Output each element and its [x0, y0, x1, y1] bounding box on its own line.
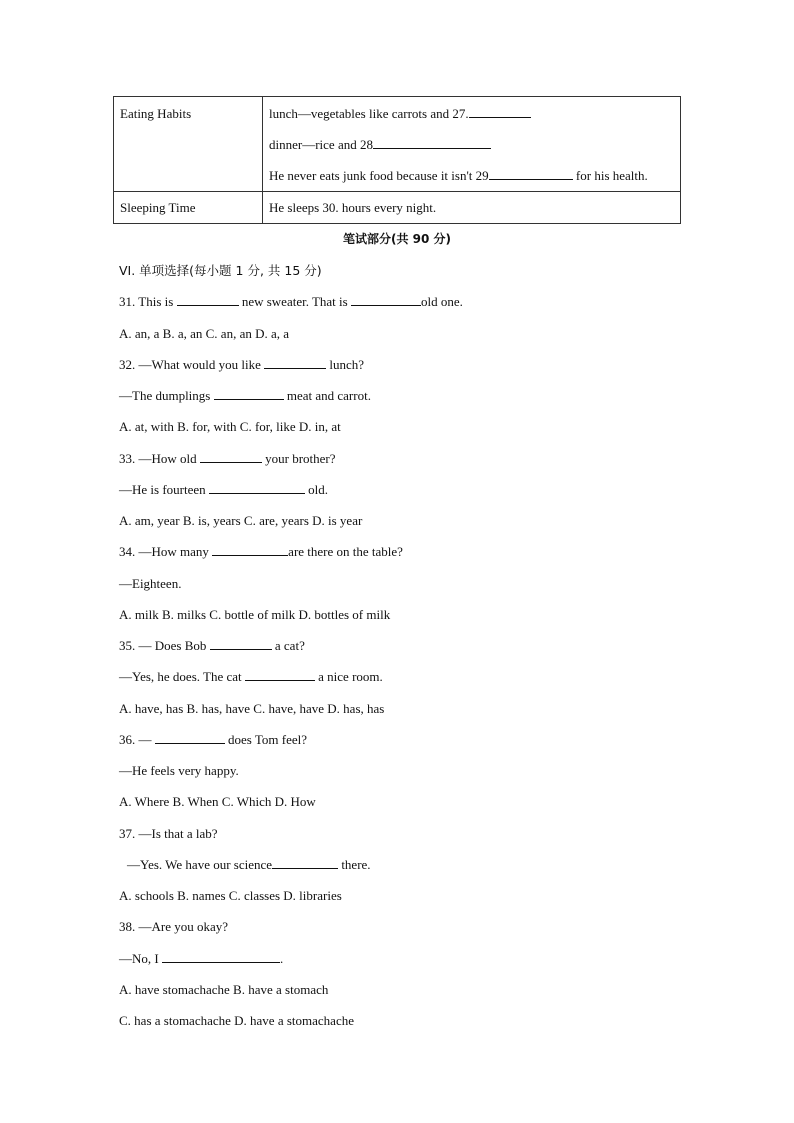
sleeping-time-label: Sleeping Time	[120, 200, 196, 215]
q33-blank-1	[200, 448, 262, 463]
eating-line-2-text: dinner—rice and 28	[269, 137, 373, 152]
q36-stem	[119, 727, 719, 758]
q37-blank-1	[272, 854, 338, 869]
q32-reply-b: meat and carrot.	[286, 388, 371, 403]
q35-part-a: 35. — Does Bob	[119, 638, 207, 653]
sleeping-time-label-cell	[114, 192, 263, 224]
q32-part-b: lunch?	[329, 356, 365, 372]
eating-habits-content-cell	[263, 97, 681, 192]
question-list	[119, 258, 719, 1039]
eating-line-3-before: He never eats junk food because it isn't 29	[269, 168, 489, 183]
q34-part-a: 34. —How many	[119, 544, 209, 560]
eating-habits-label-cell	[114, 97, 263, 192]
q33-blank-2	[209, 479, 305, 494]
eating-habits-row	[114, 97, 681, 192]
q35-reply-a: —Yes, he does. The cat	[119, 669, 242, 685]
q37-reply-a: —Yes. We have our science	[127, 856, 273, 872]
q38-stem: 38. —Are you okay?	[119, 919, 229, 935]
q31-part-b: new sweater. That is	[241, 294, 348, 310]
q33-part-a: 33. —How old	[119, 450, 197, 466]
section-title-text: 笔试部分(共 90 分)	[342, 232, 452, 246]
eating-line-1-text: lunch—vegetables like carrots and 27.	[269, 106, 469, 121]
q32-stem	[119, 352, 719, 383]
q31-stem	[119, 289, 719, 320]
q38-options-1: A. have stomachache B. have a stomach	[119, 981, 329, 997]
section-heading-text: VI. 单项选择(每小题 1 分, 共 15 分)	[119, 263, 322, 278]
q37-options: A. schools B. names C. classes D. libraries	[119, 888, 342, 903]
eating-line-3	[269, 160, 674, 191]
q34-blank-1	[212, 541, 288, 556]
eating-line-3-after: for his health.	[575, 168, 648, 183]
q38-reply-b: .	[279, 950, 284, 966]
blank-27	[469, 103, 531, 118]
q34-options: A. milk B. milks C. bottle of milk D. bottles of milk	[119, 606, 391, 622]
q36-part-b: does Tom feel?	[228, 731, 307, 747]
q31-part-c: old one.	[420, 294, 463, 310]
q38-reply-a: —No, I	[119, 950, 159, 966]
blank-29	[489, 165, 573, 180]
q38-reply	[119, 946, 719, 977]
q37-reply-b: there.	[341, 856, 371, 872]
q33-reply	[119, 477, 719, 508]
q33-reply-a: —He is fourteen	[119, 481, 206, 497]
q31-options: A. an, a B. a, an C. an, an D. a, a	[119, 325, 290, 341]
eating-line-1	[269, 98, 674, 129]
section-heading	[119, 258, 719, 289]
q31-blank-2	[351, 291, 421, 306]
q32-blank-2	[214, 385, 284, 400]
eating-line-2	[269, 129, 674, 160]
q36-blank-1	[155, 729, 225, 744]
eating-habits-label: Eating Habits	[120, 106, 192, 121]
sleeping-time-text: He sleeps 30. hours every night.	[269, 200, 437, 215]
q36-part-a: 36. —	[119, 731, 152, 747]
q35-reply-b: a nice room.	[318, 669, 383, 685]
q37-stem: 37. —Is that a lab?	[119, 825, 218, 841]
q32-part-a: 32. —What would you like	[119, 356, 261, 372]
q34-stem	[119, 539, 719, 570]
sleeping-time-content-cell	[263, 192, 681, 224]
q33-stem	[119, 446, 719, 477]
q33-part-b: your brother?	[265, 450, 336, 466]
q35-reply	[119, 664, 719, 695]
q35-options: A. have, has B. has, have C. have, have D. has, has	[119, 700, 385, 716]
q38-blank-1	[162, 948, 280, 963]
q31-part-a: 31. This is	[119, 294, 174, 310]
q35-blank-2	[245, 666, 315, 681]
q32-reply-a: —The dumplings	[119, 388, 211, 403]
q35-part-b: a cat?	[274, 638, 305, 653]
q34-part-b: are there on the table?	[288, 544, 403, 560]
q34-reply: —Eighteen.	[119, 575, 182, 591]
q36-reply: —He feels very happy.	[119, 763, 239, 778]
q32-options: A. at, with B. for, with C. for, like D. in, at	[119, 419, 341, 435]
q36-options: A. Where B. When C. Which D. How	[119, 794, 316, 810]
q32-reply	[119, 383, 719, 414]
blank-28	[373, 134, 491, 149]
q33-options: A. am, year B. is, years C. are, years D. is year	[119, 513, 363, 528]
info-table	[113, 96, 681, 224]
q37-reply	[119, 852, 719, 883]
q32-blank-1	[264, 354, 326, 369]
section-title	[0, 230, 794, 248]
q35-blank-1	[210, 635, 272, 650]
q33-reply-b: old.	[308, 481, 329, 497]
q31-blank-1	[177, 291, 239, 306]
q35-stem	[119, 633, 719, 664]
sleeping-time-row	[114, 192, 681, 224]
q38-options-2: C. has a stomachache D. have a stomachache	[119, 1013, 354, 1028]
